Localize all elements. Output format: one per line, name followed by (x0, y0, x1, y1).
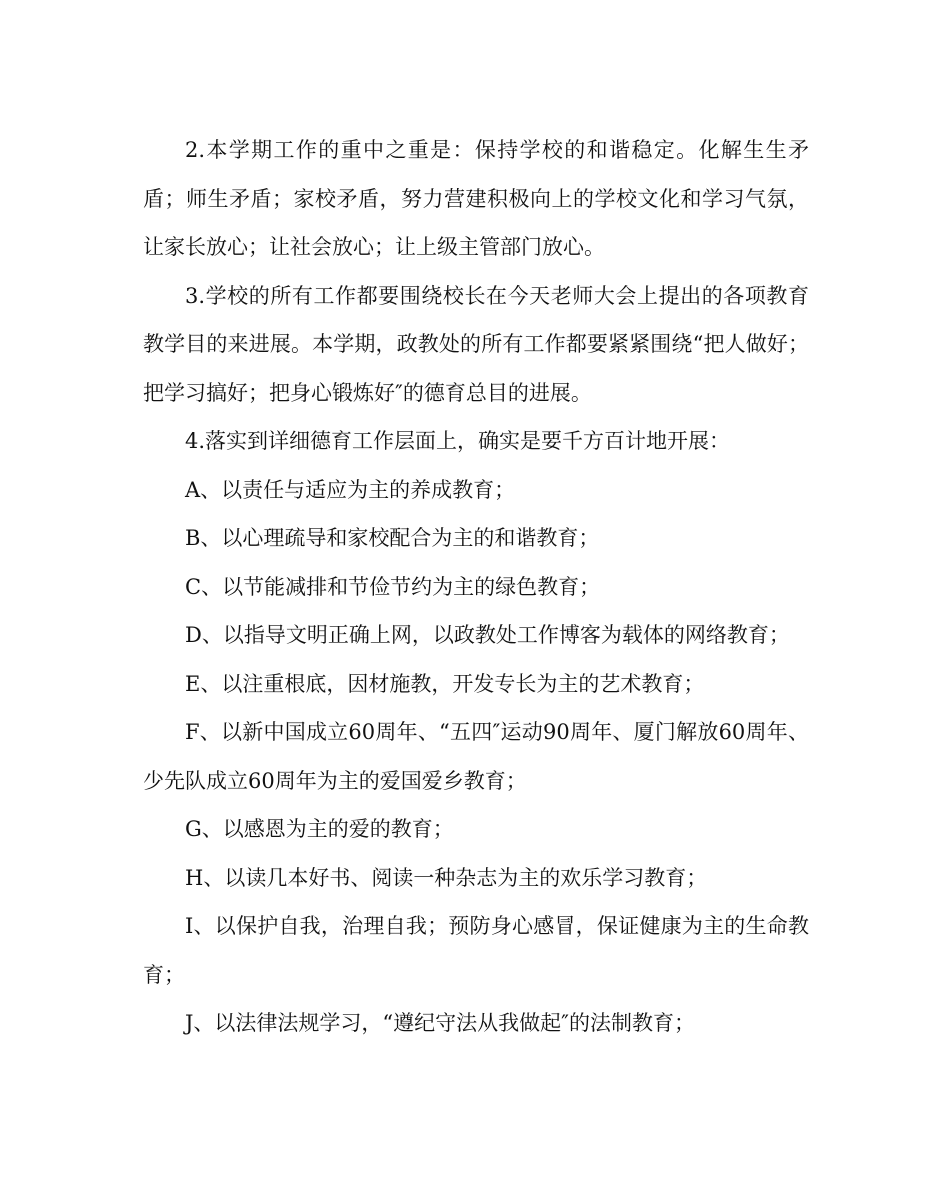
list-item-b: B、以心理疏导和家校配合为主的和谐教育； (185, 526, 600, 550)
paragraph-item-2: 2.本学期工作的重中之重是：保持学校的和谐稳定。化解生生矛盾；师生矛盾；家校矛盾，努力营建积极向上的学校文化和学习气氛，让家长放心；让社会放心；让上级主管部门放心。 (143, 138, 809, 259)
list-item-a: A、以责任与适应为主的养成教育； (185, 477, 516, 502)
paragraph-item-3: 3.学校的所有工作都要围绕校长在今天老师大会上提出的各项教育教学目的来进展。本学期，政教处的所有工作都要紧紧围绕“把人做好；把学习搞好；把身心锻炼好″的德育总目的进展。 (143, 283, 809, 405)
list-item-j: J、以法律法规学习，“遵纪守法从我做起″的法制教育； (185, 1011, 695, 1035)
document-body (143, 126, 809, 1048)
paragraph-item-4: 4.落实到详细德育工作层面上，确实是要千方百计地开展： (185, 429, 731, 453)
list-item-e: E、以注重根底，因材施教，开发专长为主的艺术教育； (185, 671, 705, 696)
list-item-c: C、以节能减排和节俭节约为主的绿色教育； (185, 574, 601, 599)
list-item-d: D、以指导文明正确上网，以政教处工作博客为载体的网络教育； (185, 623, 790, 647)
list-item-i: I、以保护自我，治理自我；预防身心感冒，保证健康为主的生命教育； (143, 914, 809, 987)
list-item-f: F、以新中国成立60周年、“五四″运动90周年、厦门解放60周年、少先队成立60周年为主的爱国爱乡教育； (143, 720, 809, 793)
list-item-h: H、以读几本好书、阅读一种杂志为主的欢乐学习教育； (185, 865, 708, 890)
list-item-g: G、以感恩为主的爱的教育； (185, 817, 454, 841)
